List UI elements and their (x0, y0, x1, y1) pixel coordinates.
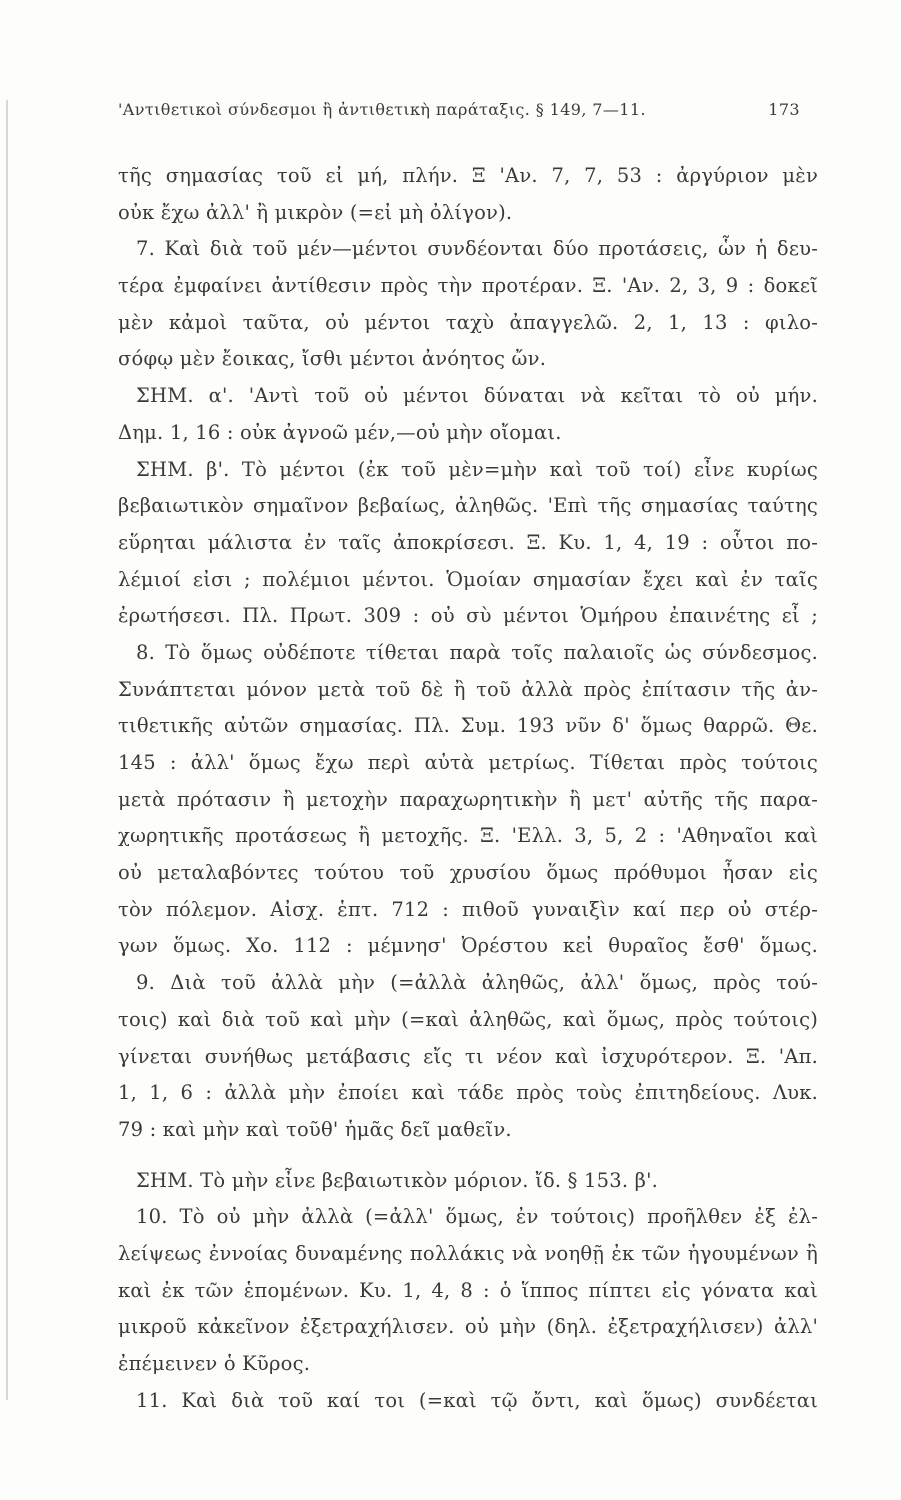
text-line-17: 145 : ἀλλ' ὅμως ἔχω περὶ αὐτὰ μετρίως. Τίθεται πρὸς τούτοις (118, 751, 818, 774)
text-line-11: εὕρηται μάλιστα ἐν ταῖς ἀποκρίσεσι. Ξ. Κυ. 1, 4, 19 : οὗτοι πο- (118, 530, 818, 554)
text-line-13: ἐρωτήσεσι. Πλ. Πρωτ. 309 : οὐ σὺ μέντοι Ὁμήρου ἐπαινέτης εἶ ; (118, 604, 818, 628)
text-line-25: γίνεται συνήθως μετάβασις εἴς τι νέον καὶ ἰσχυρότερον. Ξ. 'Απ. (118, 1044, 818, 1068)
text-line-20: οὐ μεταλαβόντες τούτου τοῦ χρυσίου ὅμως πρόθυμοι ἦσαν εἰς (118, 861, 818, 885)
text-line-14: 8. Τὸ ὅμως οὐδέποτε τίθεται παρὰ τοῖς παλαιοῖς ὡς σύνδεσμος. (136, 640, 818, 664)
text-line-27: 79 : καὶ μὴν καὶ τοῦθ' ἡμᾶς δεῖ μαθεῖν. (118, 1117, 512, 1141)
text-line-34: 11. Καὶ διὰ τοῦ καί τοι (=καὶ τῷ ὄντι, καὶ ὅμως) συνδέεται (136, 1388, 818, 1412)
text-line-22: γων ὅμως. Χο. 112 : μέμνησ' Ὀρέστου κεἰ θυραῖος ἔσθ' ὅμως. (118, 934, 818, 958)
text-line-21: τὸν πόλεμον. Αἰσχ. ἑπτ. 712 : πιθοῦ γυναιξὶν καί περ οὐ στέρ- (118, 897, 818, 921)
text-line-33: ἐπέμεινεν ὁ Κῦρος. (118, 1352, 311, 1375)
page-number: 173 (768, 100, 800, 119)
text-line-12: λέμιοί εἰσι ; πολέμιοι μέντοι. Ὁμοίαν σημασίαν ἔχει καὶ ἐν ταῖς (118, 567, 818, 591)
text-line-26: 1, 1, 6 : ἀλλὰ μὴν ἐποίει καὶ τάδε πρὸς τοὺς ἐπιτηδείους. Λυκ. (118, 1081, 818, 1105)
text-line-29: 10. Τὸ οὐ μὴν ἀλλὰ (=ἀλλ' ὅμως, ἐν τούτοις) προῆλθεν ἐξ ἐλ- (136, 1205, 818, 1229)
text-line-6: σόφῳ μὲν ἔοικας, ἴσθι μέντοι ἀνόητος ὤν. (118, 347, 547, 371)
text-line-10: βεβαιωτικὸν σημαῖνον βεβαίως, ἀληθῶς. 'Επὶ τῆς σημασίας ταύτης (118, 494, 818, 518)
text-line-18: μετὰ πρότασιν ἢ μετοχὴν παραχωρητικὴν ἢ μετ' αὐτῆς τῆς παρα- (118, 787, 818, 811)
text-line-5: μὲν κἀμοὶ ταῦτα, οὐ μέντοι ταχὺ ἀπαγγελῶ. 2, 1, 13 : φιλο- (118, 310, 818, 334)
text-line-32: μικροῦ κἀκεῖνον ἐξετραχήλισεν. οὐ μὴν (δηλ. ἐξετραχήλισεν) ἀλλ' (118, 1315, 818, 1339)
page-body (118, 158, 818, 1419)
text-line-1: τῆς σημασίας τοῦ εἰ μή, πλήν. Ξ 'Αν. 7, 7, 53 : ἀργύριον μὲν (118, 164, 818, 187)
text-line-30: λείψεως ἐννοίας δυναμένης πολλάκις νὰ νοηθῇ ἐκ τῶν ἡγουμένων ἢ (118, 1241, 818, 1265)
text-line-9: ΣΗΜ. β'. Τὸ μέντοι (ἐκ τοῦ μὲν=μὴν καὶ τοῦ τοί) εἶνε κυρίως (136, 457, 818, 481)
text-line-2: οὐκ ἔχω ἀλλ' ἢ μικρὸν (=εἰ μὴ ὀλίγον). (118, 200, 513, 224)
text-line-4: τέρα ἐμφαίνει ἀντίθεσιν πρὸς τὴν προτέραν. Ξ. 'Αν. 2, 3, 9 : δοκεῖ (118, 274, 818, 298)
text-line-23: 9. Διὰ τοῦ ἀλλὰ μὴν (=ἀλλὰ ἀληθῶς, ἀλλ' ὅμως, πρὸς τού- (136, 971, 818, 995)
text-line-3: 7. Καὶ διὰ τοῦ μέν—μέντοι συνδέονται δύο προτάσεις, ὧν ἡ δευ- (136, 237, 818, 261)
text-line-7: ΣΗΜ. α'. 'Αντὶ τοῦ οὐ μέντοι δύναται νὰ κεῖται τὸ οὐ μήν. (136, 384, 818, 408)
running-header (118, 100, 798, 119)
page-edge-line (6, 100, 8, 1400)
text-line-28: ΣΗΜ. Τὸ μὴν εἶνε βεβαιωτικὸν μόριον. ἴδ. § 153. β'. (136, 1168, 659, 1192)
text-line-24: τοις) καὶ διὰ τοῦ καὶ μὴν (=καὶ ἀληθῶς, καὶ ὅμως, πρὸς τούτοις) (118, 1007, 818, 1031)
text-line-16: τιθετικῆς αὐτῶν σημασίας. Πλ. Συμ. 193 νῦν δ' ὅμως θαρρῶ. Θε. (118, 714, 818, 738)
text-line-19: χωρητικῆς προτάσεως ἢ μετοχῆς. Ξ. 'Ελλ. 3, 5, 2 : 'Αθηναῖοι καὶ (118, 824, 818, 848)
text-line-31: καὶ ἐκ τῶν ἑπομένων. Κυ. 1, 4, 8 : ὁ ἵππος πίπτει εἰς γόνατα καὶ (118, 1278, 818, 1302)
text-line-15: Συνάπτεται μόνον μετὰ τοῦ δὲ ἢ τοῦ ἀλλὰ πρὸς ἐπίτασιν τῆς ἀν- (118, 677, 818, 701)
running-title: 'Αντιθετικοὶ σύνδεσμοι ἢ ἀντιθετικὴ παράταξις. § 149, 7—11. (118, 100, 646, 119)
text-line-8: Δημ. 1, 16 : οὐκ ἀγνοῶ μέν,—οὐ μὴν οἴομαι. (118, 420, 562, 444)
